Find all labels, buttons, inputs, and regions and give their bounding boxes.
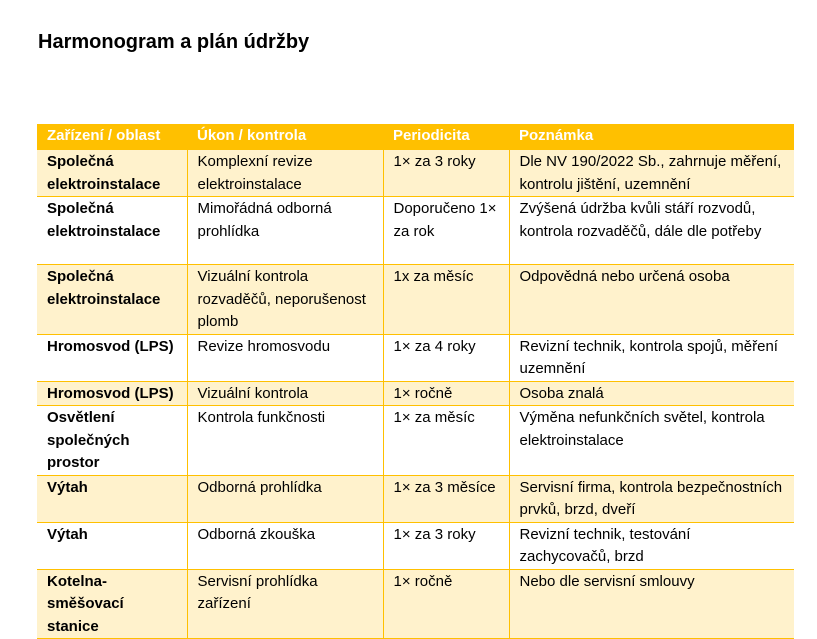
header-periodicity: Periodicita xyxy=(383,124,509,150)
note-cell: Revizní technik, kontrola spojů, měření uzemnění xyxy=(509,334,794,381)
device-cell: Výtah xyxy=(37,475,187,522)
table-row xyxy=(37,265,794,335)
device-cell: Hromosvod (LPS) xyxy=(37,334,187,381)
table-row xyxy=(37,522,794,569)
task-cell: Odborná prohlídka xyxy=(187,475,383,522)
header-device-area: Zařízení / oblast xyxy=(37,124,187,150)
task-cell: Kontrola funkčnosti xyxy=(187,406,383,476)
task-cell: Revize hromosvodu xyxy=(187,334,383,381)
table-row xyxy=(37,475,794,522)
table-row xyxy=(37,150,794,197)
note-cell: Zvýšená údržba kvůli stáří rozvodů, kontrola rozvaděčů, dále dle potřeby xyxy=(509,197,794,265)
periodicity-cell: 1× za měsíc xyxy=(383,406,509,476)
device-cell: Osvětlení společných prostor xyxy=(37,406,187,476)
maintenance-schedule-table xyxy=(37,124,794,639)
table-header-row xyxy=(37,124,794,150)
task-cell: Servisní prohlídka zařízení xyxy=(187,569,383,639)
task-cell: Vizuální kontrola rozvaděčů, neporušenost plomb xyxy=(187,265,383,335)
table-row xyxy=(37,381,794,406)
note-cell: Osoba znalá xyxy=(509,381,794,406)
periodicity-cell: 1× ročně xyxy=(383,569,509,639)
periodicity-cell: 1× ročně xyxy=(383,381,509,406)
device-cell: Společná elektroinstalace xyxy=(37,265,187,335)
device-cell: Společná elektroinstalace xyxy=(37,197,187,265)
note-cell: Dle NV 190/2022 Sb., zahrnuje měření, kontrolu jištění, uzemnění xyxy=(509,150,794,197)
task-cell: Mimořádná odborná prohlídka xyxy=(187,197,383,265)
device-cell: Společná elektroinstalace xyxy=(37,150,187,197)
periodicity-cell: 1x za měsíc xyxy=(383,265,509,335)
table-row xyxy=(37,334,794,381)
header-task-check: Úkon / kontrola xyxy=(187,124,383,150)
device-cell: Výtah xyxy=(37,522,187,569)
periodicity-cell: Doporučeno 1× za rok xyxy=(383,197,509,265)
note-cell: Nebo dle servisní smlouvy xyxy=(509,569,794,639)
table-row xyxy=(37,197,794,265)
periodicity-cell: 1× za 3 měsíce xyxy=(383,475,509,522)
device-cell: Kotelna-směšovací stanice xyxy=(37,569,187,639)
note-cell: Revizní technik, testování zachycovačů, brzd xyxy=(509,522,794,569)
table-row xyxy=(37,569,794,639)
note-cell: Výměna nefunkčních světel, kontrola elektroinstalace xyxy=(509,406,794,476)
task-cell: Vizuální kontrola xyxy=(187,381,383,406)
task-cell: Odborná zkouška xyxy=(187,522,383,569)
device-cell: Hromosvod (LPS) xyxy=(37,381,187,406)
table-row xyxy=(37,406,794,476)
periodicity-cell: 1× za 3 roky xyxy=(383,150,509,197)
document-title: Harmonogram a plán údržby xyxy=(38,31,310,53)
note-cell: Servisní firma, kontrola bezpečnostních prvků, brzd, dveří xyxy=(509,475,794,522)
periodicity-cell: 1× za 3 roky xyxy=(383,522,509,569)
note-cell: Odpovědná nebo určená osoba xyxy=(509,265,794,335)
task-cell: Komplexní revize elektroinstalace xyxy=(187,150,383,197)
header-note: Poznámka xyxy=(509,124,794,150)
periodicity-cell: 1× za 4 roky xyxy=(383,334,509,381)
